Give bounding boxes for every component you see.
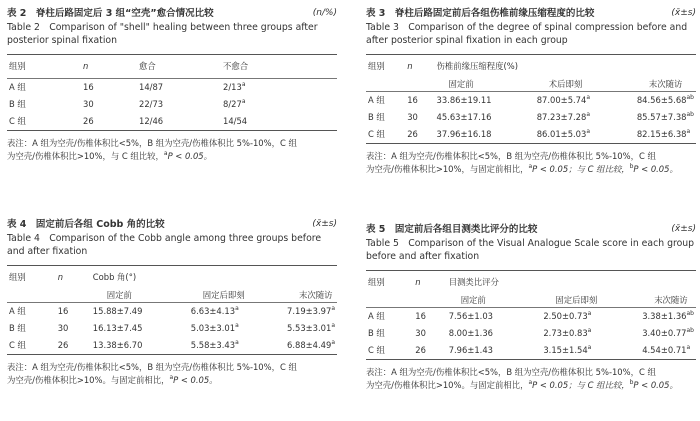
header-cell: 愈合 (139, 61, 156, 72)
value-text: 6.88±4.49 (287, 340, 332, 351)
header-cell: n (407, 61, 413, 72)
superscript: a (331, 305, 335, 313)
group-cell: A 组 (9, 82, 26, 93)
table-title-en: Table 3 Comparison of the degree of spinal compression before and after posterior spinal fixation in each group (366, 22, 688, 46)
n-cell: 30 (407, 112, 418, 123)
note-text: 为空壳/伤椎体积比>10%。与固定前相比， (7, 375, 170, 386)
table-subheader-row (7, 289, 337, 302)
table-note (366, 150, 696, 176)
superscript: a (587, 327, 592, 335)
value-cell (635, 126, 696, 143)
value-cell (189, 303, 285, 320)
value-cell (189, 337, 285, 354)
table-header-row (366, 271, 696, 294)
group-cell: B 组 (368, 328, 385, 339)
subheader-cell: 末次随访 (640, 294, 696, 307)
data-table (366, 270, 696, 360)
superscript: a (241, 81, 246, 89)
superscript: ab (686, 111, 694, 119)
value-cell: 37.96±16.18 (436, 129, 492, 140)
superscript: a (528, 163, 533, 171)
table-title-cn: 表 2 脊柱后路固定后 3 组“空壳”愈合情况比较 (7, 8, 214, 19)
note-text: P < 0.05。 (167, 151, 212, 162)
value-cell (221, 79, 337, 96)
value-cell (541, 308, 640, 325)
value-text: 8/27 (223, 99, 242, 110)
note-text: 表注：A 组为空壳/伤椎体积比<5%，B 组为空壳/伤椎体积比 5%-10%，C 组 (366, 151, 656, 162)
value-text: 87.00±5.74 (536, 95, 587, 106)
superscript: a (686, 128, 691, 136)
subheader-cell: 固定前 (91, 289, 189, 302)
value-cell (285, 320, 337, 337)
value-text: 87.23±7.28 (536, 112, 587, 123)
note-text: P < 0.05；与 C 组比较， (532, 380, 630, 391)
value-cell: 22/73 (139, 99, 164, 110)
group-cell: A 组 (368, 311, 385, 322)
value-cell: 7.56±1.03 (448, 311, 493, 322)
table-unit: (x̄±s) (312, 219, 337, 229)
note-text: P < 0.05；与 C 组比较， (532, 164, 630, 175)
table-unit: (x̄±s) (671, 224, 696, 234)
table-row (7, 320, 337, 337)
superscript: a (331, 322, 335, 330)
value-text: 3.38±1.36 (642, 311, 687, 322)
value-text: 84.56±5.68 (636, 95, 687, 106)
subheader-cell: 固定前 (435, 78, 535, 91)
note-text: 为空壳/伤椎体积比>10%。与固定前相比， (366, 380, 529, 391)
note-text: 表注：A 组为空壳/伤椎体积比<5%，B 组为空壳/伤椎体积比 5%-10%，C 组 (366, 367, 656, 378)
n-cell: 26 (83, 116, 94, 127)
value-cell (640, 325, 696, 342)
value-text: 2.50±0.73 (543, 311, 588, 322)
superscript: b (629, 163, 634, 171)
header-cell: Cobb 角(°) (92, 272, 137, 283)
superscript: b (629, 379, 634, 387)
value-cell (535, 126, 635, 143)
superscript: a (169, 374, 174, 382)
superscript: ab (686, 94, 694, 102)
header-cell: n (57, 272, 64, 283)
note-text: P < 0.05。 (633, 164, 678, 175)
group-cell: B 组 (9, 323, 26, 334)
superscript: a (587, 310, 592, 318)
value-cell: 8.00±1.36 (448, 328, 493, 339)
n-cell: 26 (407, 129, 418, 140)
empty-cell (413, 294, 446, 307)
table-title-en: Table 5 Comparison of the Visual Analogue Scale score in each group before and after fixation (366, 238, 695, 262)
empty-cell (56, 289, 91, 302)
value-cell: 7.96±1.43 (448, 345, 493, 356)
value-cell (541, 325, 640, 342)
table-note (366, 366, 696, 392)
n-cell: 26 (415, 345, 426, 356)
table-title-en: Table 4 Comparison of the Cobb angle among three groups before and after fixation (7, 233, 322, 257)
value-text: 2/13 (223, 82, 242, 93)
value-cell: 33.86±19.11 (436, 95, 492, 106)
superscript: a (235, 339, 239, 347)
value-cell (285, 303, 337, 320)
note-text: P < 0.05。 (173, 375, 218, 386)
table-title-cn: 表 3 脊柱后路固定前后各组伤椎前缘压缩程度的比较 (366, 8, 595, 19)
value-cell (285, 337, 337, 354)
table-header-row (366, 55, 696, 78)
subheader-cell: 末次随访 (285, 289, 337, 302)
superscript: a (586, 94, 591, 102)
table-row (7, 303, 337, 320)
table-4 (7, 219, 337, 387)
value-text: 5.58±3.43 (190, 340, 236, 351)
table-3 (366, 8, 696, 176)
value-cell (635, 109, 696, 126)
table-row (366, 126, 696, 143)
table-5 (366, 224, 696, 392)
value-cell (535, 109, 635, 126)
n-cell: 30 (415, 328, 426, 339)
superscript: a (163, 150, 168, 158)
table-2 (7, 8, 337, 163)
value-cell: 45.63±17.16 (436, 112, 492, 123)
header-cell: 组别 (9, 272, 26, 283)
header-cell: 组别 (368, 61, 385, 72)
table-row (366, 342, 696, 359)
table-title-en: Table 2 Comparison of "shell" healing between three groups after posterior spinal fixation (7, 22, 318, 46)
header-cell: 组别 (368, 277, 385, 288)
value-cell (535, 92, 635, 109)
value-cell (221, 96, 337, 113)
header-cell: 组别 (9, 61, 26, 72)
group-cell: C 组 (368, 345, 385, 356)
table-row (366, 308, 696, 325)
header-cell: 伤椎前缘压缩程度(%) (436, 61, 519, 72)
superscript: a (331, 339, 335, 347)
header-cell: 目测类比评分 (448, 277, 499, 288)
n-cell: 30 (57, 323, 69, 334)
table-title-cn: 表 5 固定前后各组目测类比评分的比较 (366, 224, 538, 235)
header-cell: 不愈合 (223, 61, 249, 72)
table-title-cn: 表 4 固定前后各组 Cobb 角的比较 (7, 219, 165, 230)
superscript: ab (686, 327, 694, 335)
group-cell: A 组 (368, 95, 385, 106)
superscript: a (586, 128, 591, 136)
table-row (7, 113, 337, 130)
value-text: 3.15±1.54 (543, 345, 588, 356)
table-unit: (x̄±s) (671, 8, 696, 18)
superscript: a (235, 322, 239, 330)
note-text: 为空壳/伤椎体积比>10%，与固定前相比， (366, 164, 529, 175)
group-cell: C 组 (9, 340, 26, 351)
table-note (7, 137, 337, 163)
empty-cell (366, 78, 405, 91)
superscript: a (235, 305, 239, 313)
value-cell (189, 320, 285, 337)
group-cell: C 组 (368, 129, 385, 140)
value-cell: 15.88±7.49 (92, 306, 143, 317)
value-text: 3.40±0.77 (642, 328, 687, 339)
n-cell: 30 (83, 99, 94, 110)
value-text: 5.53±3.01 (287, 323, 332, 334)
n-cell: 16 (415, 311, 426, 322)
value-text: 14/54 (223, 116, 248, 127)
superscript: ab (686, 310, 694, 318)
table-header-row (7, 266, 337, 289)
value-cell (640, 342, 696, 359)
value-text: 6.63±4.13 (190, 306, 236, 317)
note-text: 为空壳/伤椎体积比>10%，与 C 组比较， (7, 151, 164, 162)
group-cell: C 组 (9, 116, 26, 127)
value-text: 4.54±0.71 (642, 345, 687, 356)
subheader-cell: 末次随访 (635, 78, 696, 91)
value-text: 82.15±6.38 (636, 129, 687, 140)
value-text: 85.57±7.38 (636, 112, 687, 123)
subheader-cell: 术后即刻 (535, 78, 635, 91)
n-cell: 26 (57, 340, 69, 351)
superscript: a (586, 111, 591, 119)
superscript: a (241, 98, 246, 106)
data-table (7, 54, 337, 131)
table-row (366, 325, 696, 342)
table-note (7, 361, 337, 387)
subheader-cell: 固定后即刻 (541, 294, 640, 307)
table-unit: (n/%) (312, 8, 337, 18)
table-subheader-row (366, 78, 696, 91)
value-text: 7.19±3.97 (287, 306, 332, 317)
group-cell: A 组 (9, 306, 26, 317)
value-cell (640, 308, 696, 325)
group-cell: B 组 (368, 112, 385, 123)
subheader-cell: 固定前 (447, 294, 542, 307)
value-text: 5.03±3.01 (190, 323, 236, 334)
data-table (366, 54, 696, 144)
superscript: a (587, 344, 592, 352)
group-cell: B 组 (9, 99, 26, 110)
empty-cell (366, 294, 413, 307)
subheader-cell: 固定后即刻 (189, 289, 285, 302)
table-row (7, 96, 337, 113)
superscript: a (528, 379, 533, 387)
superscript: a (686, 344, 691, 352)
value-cell (541, 342, 640, 359)
table-row (366, 92, 696, 109)
value-cell (635, 92, 696, 109)
note-text: 表注：A 组为空壳/伤椎体积比<5%，B 组为空壳/伤椎体积比 5%-10%，C 组 (7, 362, 297, 373)
table-subheader-row (366, 294, 696, 307)
empty-cell (7, 289, 56, 302)
table-row (7, 337, 337, 354)
empty-cell (405, 78, 434, 91)
header-cell: n (415, 277, 421, 288)
value-text: 2.73±0.83 (543, 328, 588, 339)
table-header-row (7, 55, 337, 79)
value-cell: 16.13±7.45 (92, 323, 143, 334)
value-text: 86.01±5.03 (536, 129, 587, 140)
table-row (7, 79, 337, 96)
header-cell: n (83, 61, 89, 72)
table-row (366, 109, 696, 126)
n-cell: 16 (83, 82, 94, 93)
note-text: 表注：A 组为空壳/伤椎体积比<5%，B 组为空壳/伤椎体积比 5%-10%，C 组 (7, 138, 297, 149)
n-cell: 16 (57, 306, 69, 317)
data-table (7, 265, 337, 355)
value-cell (221, 113, 337, 130)
value-cell: 14/87 (139, 82, 164, 93)
value-cell: 12/46 (139, 116, 164, 127)
n-cell: 16 (407, 95, 418, 106)
note-text: P < 0.05。 (633, 380, 678, 391)
value-cell: 13.38±6.70 (92, 340, 143, 351)
